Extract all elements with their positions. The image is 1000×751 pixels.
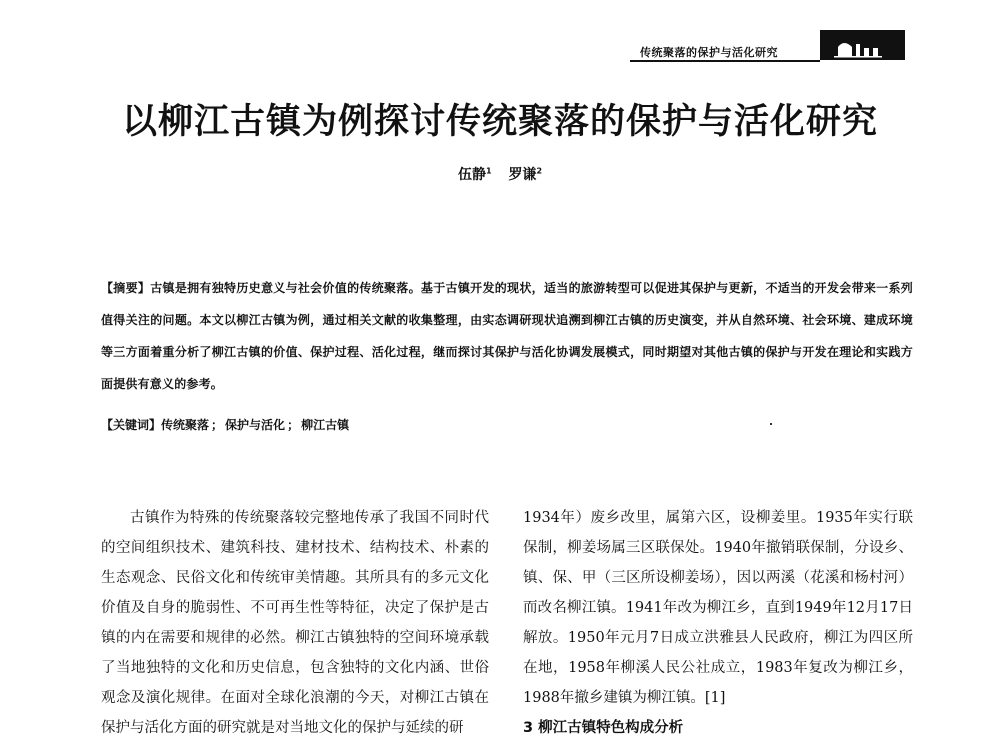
author-1 [458, 167, 492, 183]
keyword-1: 传统聚落 [161, 418, 210, 432]
body-paragraph: 1934年）废乡改里，属第六区，设柳姜里。1935年实行联保制，柳姜场属三区联保处。1940年撤销联保制，分设乡、镇、保、甲（三区所设柳姜场），因以两溪（花溪和杨村河）而改名柳江镇。1941年改为柳江乡，直到1949年12月17日解放。1950年元月7日成立洪雅县人民政府，柳江为四区所在地，1958年柳溪人民公社成立，1983年复改为柳江乡，1988年撤乡建镇为柳江镇。[1] [523, 510, 913, 706]
scan-artifact [770, 423, 772, 425]
body-right-column [523, 503, 913, 743]
keyword-separator: ； [287, 418, 300, 432]
section-heading: 3 柳江古镇特色构成分析 [523, 720, 684, 736]
authors [0, 164, 1000, 184]
keywords-label: 【关键词】 [101, 418, 162, 432]
author-2 [508, 167, 542, 183]
body-left-column [101, 503, 489, 743]
abstract-text: 古镇是拥有独特历史意义与社会价值的传统聚落。基于古镇开发的现状，适当的旅游转型可以促进其保护与更新，不适当的开发会带来一系列值得关注的问题。本文以柳江古镇为例，通过相关文献的收集整理，由实态调研现状追溯到柳江古镇的历史演变，并从自然环境、社会环境、建成环境等三方面着重分析了柳江古镇的价值、保护过程、活化过程，继而探讨其保护与活化协调发展模式，同时期望对其他古镇的保护与开发在理论和实践方面提供有意义的参考。 [101, 281, 913, 391]
body-paragraph: 古镇作为特殊的传统聚落较完整地传承了我国不同时代的空间组织技术、建筑科技、建材技术、结构技术、朴素的生态观念、民俗文化和传统审美情趣。其所具有的多元文化价值及自身的脆弱性、不可再生性等特征，决定了保护是古镇的内在需要和规律的必然。柳江古镇独特的空间环境承载了当地独特的文化和历史信息，包含独特的文化内涵、世俗观念及演化规律。在面对全球化浪潮的今天，对柳江古镇在保护与活化方面的研究就是对当地文化的保护与延续的研 [101, 510, 489, 736]
author-1-affiliation: 1 [485, 166, 492, 176]
author-1-name: 伍静 [457, 167, 486, 183]
keyword-2: 保护与活化 [225, 418, 286, 432]
paper-title: 以柳江古镇为例探讨传统聚落的保护与活化研究 [121, 102, 878, 142]
author-2-affiliation: 2 [536, 166, 543, 176]
abstract [101, 272, 913, 400]
keywords [101, 409, 913, 441]
running-header: 传统聚落的保护与活化研究 [640, 46, 778, 59]
abstract-label: 【摘要】 [101, 281, 151, 295]
keyword-3: 柳江古镇 [301, 418, 350, 432]
author-2-name: 罗谦 [508, 167, 537, 183]
keyword-separator: ； [211, 418, 224, 432]
journal-emblem-icon [820, 30, 905, 60]
header-rule [630, 60, 820, 62]
